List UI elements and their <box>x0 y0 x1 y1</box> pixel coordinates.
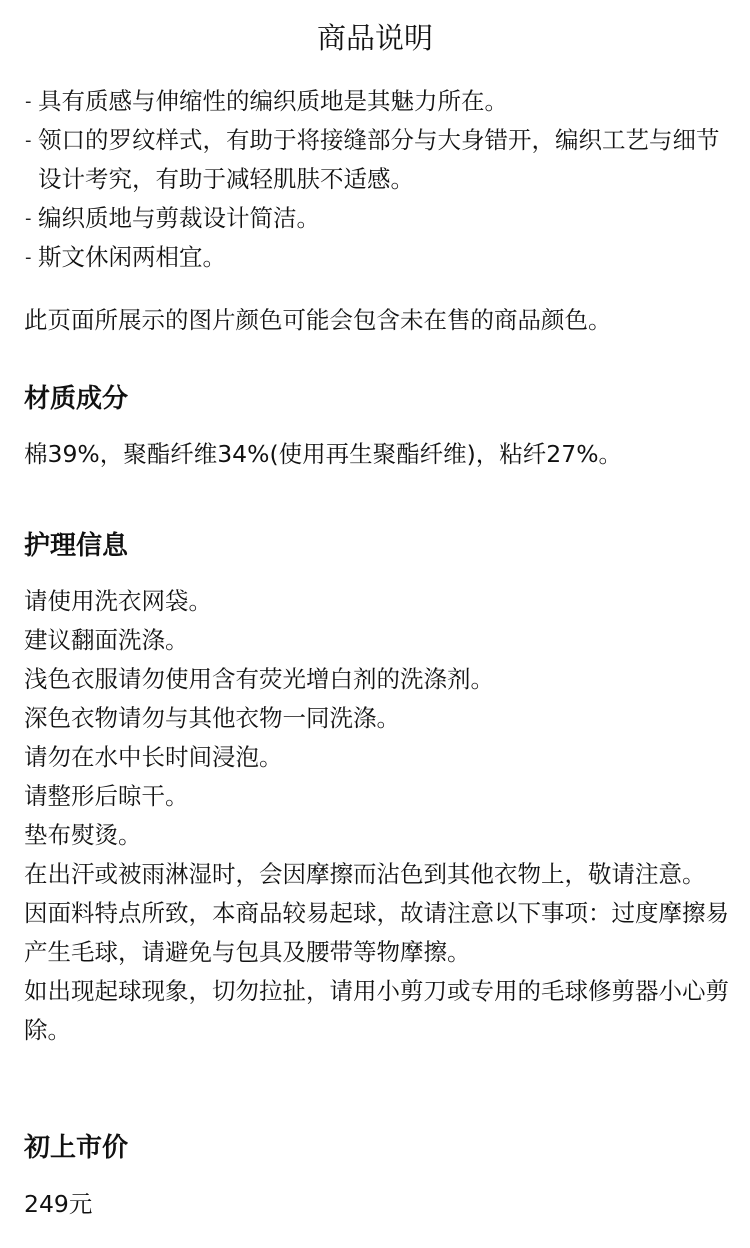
feature-item <box>24 238 730 277</box>
material-heading: 材质成分 <box>24 384 129 414</box>
care-heading: 护理信息 <box>24 531 129 561</box>
care-item: 垫布熨烫。 <box>24 821 142 849</box>
bullet-dash: - <box>25 208 32 229</box>
care-item: 因面料特点所致，本商品较易起球，故请注意以下事项：过度摩擦易产生毛球，请避免与包具及腰带等物摩擦。 <box>24 899 729 966</box>
bullet-dash: - <box>25 247 32 268</box>
care-item: 在出汗或被雨淋湿时，会因摩擦而沾色到其他衣物上，敬请注意。 <box>24 860 706 888</box>
feature-text: 具有质感与伸缩性的编织质地是其魅力所在。 <box>38 87 508 115</box>
feature-text: 斯文休闲两相宜。 <box>38 243 226 271</box>
feature-item <box>24 199 730 238</box>
care-item: 浅色衣服请勿使用含有荧光增白剂的洗涤剂。 <box>24 665 494 693</box>
feature-item <box>24 82 730 121</box>
feature-list <box>24 82 730 277</box>
page-title: 商品说明 <box>316 21 433 55</box>
care-item: 深色衣物请勿与其他衣物一同洗涤。 <box>24 704 400 732</box>
care-item: 建议翻面洗涤。 <box>24 626 189 654</box>
price-heading: 初上市价 <box>24 1133 129 1163</box>
feature-text: 编织质地与剪裁设计简洁。 <box>38 204 320 232</box>
material-composition: 棉39%，聚酯纤维34%(使用再生聚酯纤维)，粘纤27%。 <box>24 440 623 468</box>
feature-text: 领口的罗纹样式，有助于将接缝部分与大身错开，编织工艺与细节设计考究，有助于减轻肌肤不适感。 <box>38 126 720 193</box>
care-item: 请使用洗衣网袋。 <box>24 587 212 615</box>
color-disclaimer: 此页面所展示的图片颜色可能会包含未在售的商品颜色。 <box>24 306 612 334</box>
care-item: 请整形后晾干。 <box>24 782 189 810</box>
bullet-dash: - <box>25 91 32 112</box>
care-item: 如出现起球现象，切勿拉扯，请用小剪刀或专用的毛球修剪器小心剪除。 <box>24 977 729 1044</box>
care-instructions-list <box>24 582 730 1050</box>
bullet-dash: - <box>25 130 32 151</box>
price-value: 249元 <box>24 1190 93 1218</box>
feature-item <box>24 121 730 199</box>
care-item: 请勿在水中长时间浸泡。 <box>24 743 283 771</box>
